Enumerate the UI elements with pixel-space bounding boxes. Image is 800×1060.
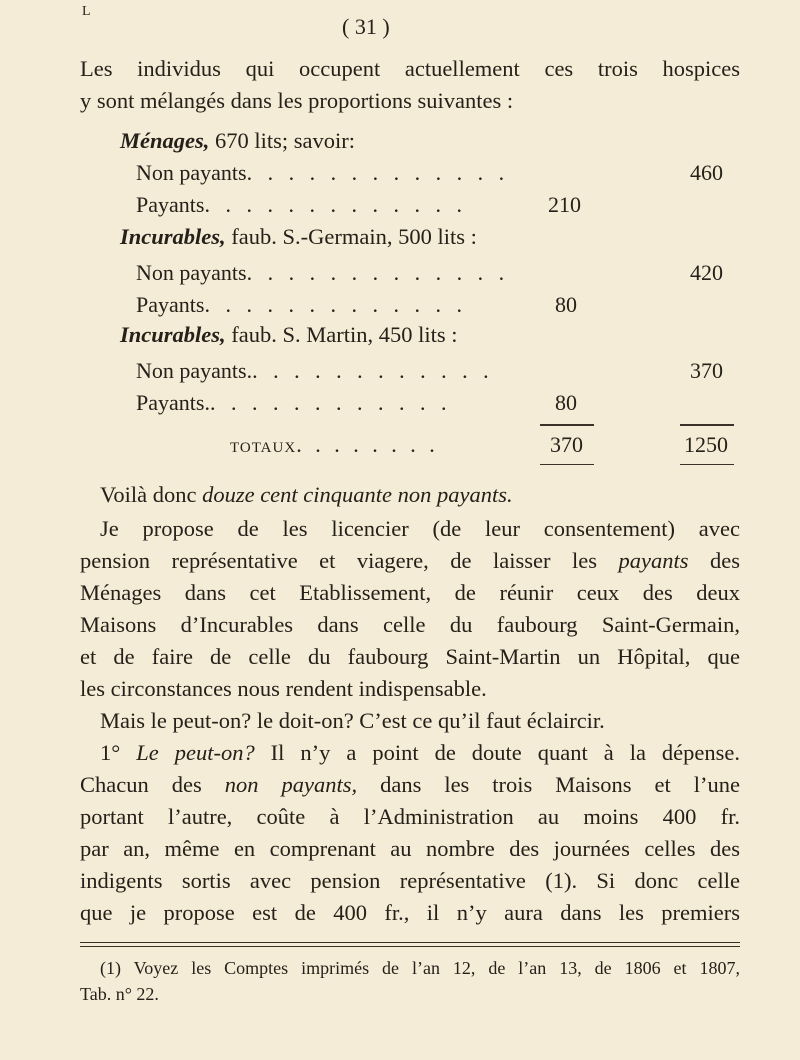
- paragraph-line: par an, même en comprenant au nombre des journées celles des: [80, 836, 740, 861]
- table-row: [136, 192, 556, 218]
- intro-line-1: Les individus qui occupent actuellement ces trois hospices: [80, 56, 740, 81]
- row-value-right: 460: [690, 160, 723, 185]
- group-heading-italic: Incurables,: [120, 224, 226, 249]
- totals-under-rule-left: [540, 464, 594, 465]
- paragraph-line: et de faire de celle du faubourg Saint-Martin un Hôpital, que: [80, 644, 740, 669]
- table-row: [136, 390, 552, 416]
- footnote-line-2: Tab. n° 22.: [80, 984, 159, 1004]
- summary-italic: douze cent cinquante non payants.: [202, 482, 513, 507]
- row-dots: . . . . . . . . . . . . .: [246, 160, 510, 185]
- table-row: [136, 160, 578, 186]
- p1-line2-post: des: [688, 548, 740, 573]
- row-value-left: 80: [555, 292, 577, 317]
- totals-left-value: 370: [550, 432, 583, 457]
- group-heading-incurables-st-germain: [120, 224, 477, 250]
- totals-rule-left: [540, 424, 594, 426]
- corner-mark: L: [82, 4, 91, 19]
- paragraph-line: [100, 740, 740, 766]
- table-row: [136, 292, 552, 318]
- row-dots: . . . . . . . . . . . . .: [204, 292, 467, 317]
- totals-label: TOTAUX: [230, 440, 297, 456]
- footnote-line-1: (1) Voyez les Comptes imprimés de l’an 12, de l’an 13, de 1806 et 1807,: [100, 958, 740, 978]
- totals-under-rule-right: [680, 464, 734, 465]
- p3-line2-post: dans les trois Maisons et l’une: [357, 772, 741, 797]
- paragraph-line: Ménages dans cet Etablissement, de réunir ceux des deux: [80, 580, 740, 605]
- row-label: Non payants: [136, 260, 247, 285]
- p3-first-rest: Il n’y a point de doute quant à la dépense.: [254, 740, 740, 765]
- p3-line2-pre: Chacun des: [80, 772, 225, 797]
- footnote-rule: [80, 942, 740, 943]
- row-label: Payants: [136, 292, 205, 317]
- paragraph-line: Mais le peut-on? le doit-on? C’est ce qu’il faut éclaircir.: [100, 708, 605, 733]
- totals-dots: . . . . . . . .: [296, 432, 439, 457]
- paragraph-line: portant l’autre, coûte à l’Administration au moins 400 fr.: [80, 804, 740, 829]
- paragraph-line: indigents sortis avec pension représentative (1). Si donc celle: [80, 868, 740, 893]
- group-heading-incurables-st-martin: [120, 322, 458, 348]
- row-value-right: 370: [690, 358, 723, 383]
- totals-right-value: 1250: [684, 432, 728, 457]
- p3-prefix: 1°: [100, 740, 137, 765]
- group-heading-italic: Incurables,: [120, 322, 226, 347]
- p3-line2-italic: non payants,: [224, 772, 358, 797]
- p3-italic: Le peut-on?: [136, 740, 255, 765]
- row-dots: . . . . . . . . . . . .: [252, 358, 494, 383]
- footnote-rule-2: [80, 946, 740, 947]
- group-heading-italic: Ménages,: [120, 128, 210, 153]
- group-heading-rest: 670 lits; savoir:: [209, 128, 355, 153]
- totals-row: [230, 432, 439, 458]
- row-label: Payants.: [136, 390, 210, 415]
- intro-line-2: y sont mélangés dans les proportions suivantes :: [80, 88, 514, 113]
- row-value-right: 420: [690, 260, 723, 285]
- paragraph-line: Je propose de les licencier (de leur consentement) avec: [100, 516, 740, 541]
- row-label: Non payants: [136, 160, 247, 185]
- row-label: Non payants.: [136, 358, 253, 383]
- group-heading-menages: [120, 128, 355, 154]
- paragraph-line: les circonstances nous rendent indispensable.: [80, 676, 487, 701]
- summary-prefix: Voilà donc: [100, 482, 203, 507]
- row-label: Payants: [136, 192, 205, 217]
- row-value-left: 80: [555, 390, 577, 415]
- paragraph-line: Maisons d’Incurables dans celle du faubourg Saint-Germain,: [80, 612, 740, 637]
- group-heading-rest: faub. S.-Germain, 500 lits :: [225, 224, 477, 249]
- row-value-left: 210: [548, 192, 581, 217]
- table-row: [136, 358, 578, 384]
- totals-rule-right: [680, 424, 734, 426]
- paragraph-line: [80, 772, 740, 798]
- p1-italic-word: payants: [618, 548, 689, 573]
- p1-line2-pre: pension représentative et viagere, de laisser les: [80, 548, 619, 573]
- paragraph-line: [80, 548, 740, 574]
- page-number: ( 31 ): [342, 14, 390, 39]
- row-dots: . . . . . . . . . . . .: [209, 390, 452, 415]
- row-dots: . . . . . . . . . . . . .: [246, 260, 510, 285]
- summary-line: [100, 482, 513, 508]
- group-heading-rest: faub. S. Martin, 450 lits :: [225, 322, 458, 347]
- row-dots: . . . . . . . . . . . . .: [204, 192, 467, 217]
- paragraph-line: que je propose est de 400 fr., il n’y aura dans les premiers: [80, 900, 740, 925]
- table-row: [136, 260, 578, 286]
